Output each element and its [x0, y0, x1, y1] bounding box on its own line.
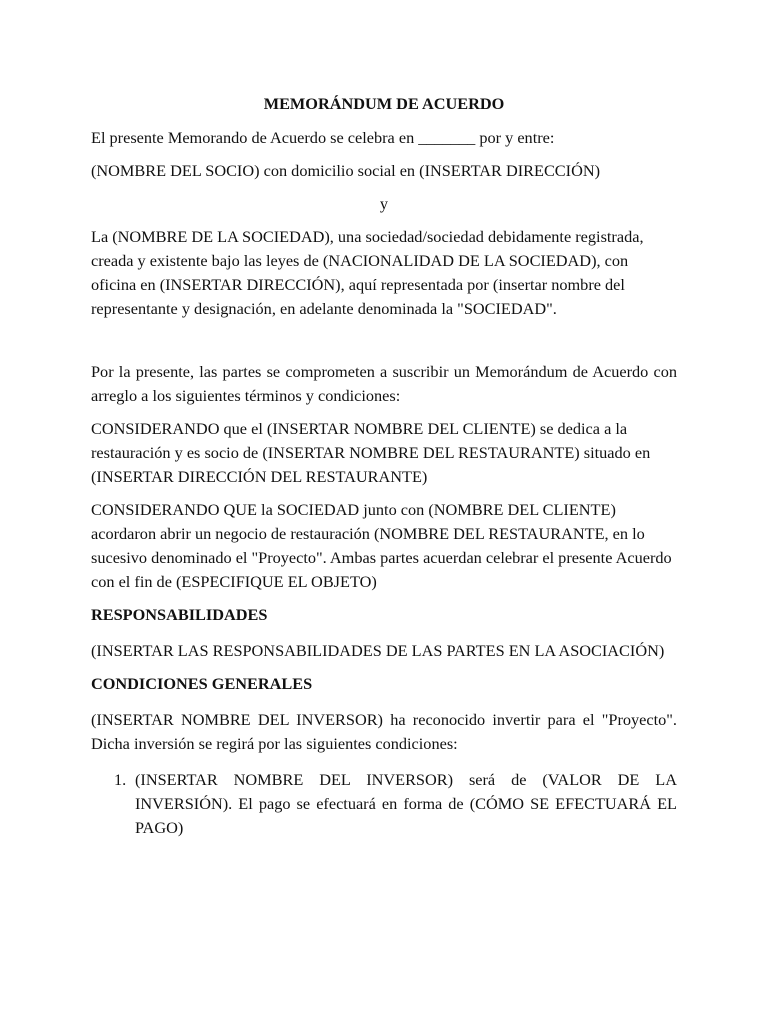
- list-item-number: 1.: [114, 770, 127, 789]
- party-one-paragraph: (NOMBRE DEL SOCIO) con domicilio social en (INSERTAR DIRECCIÓN): [91, 161, 601, 180]
- list-item: [91, 768, 677, 840]
- paragraph-spacer: [91, 330, 677, 360]
- conjunction-text: y: [379, 194, 389, 213]
- commitment-paragraph: Por la presente, las partes se comprometen a suscribir un Memorándum de Acuerdo con arreglo a los siguientes términos y condiciones:: [91, 362, 677, 405]
- intro-paragraph: El presente Memorando de Acuerdo se celebra en _______ por y entre:: [91, 128, 555, 147]
- party-two-paragraph: La (NOMBRE DE LA SOCIEDAD), una sociedad/sociedad debidamente registrada, creada y existente bajo las leyes de (NACIONALIDAD DE LA SOCIEDAD), con oficina en (INSERTAR DIRECCIÓN), aquí representada por (insertar nombre del representante y designación, en adelante denominada la "SOCIEDAD".: [91, 227, 644, 318]
- document-page: [91, 92, 677, 840]
- list-item-text: (INSERTAR NOMBRE DEL INVERSOR) será de (VALOR DE LA INVERSIÓN). El pago se efectuará en forma de (CÓMO SE EFECTUARÁ EL PAGO): [135, 770, 677, 837]
- whereas-paragraph-2: CONSIDERANDO QUE la SOCIEDAD junto con (NOMBRE DEL CLIENTE) acordaron abrir un negocio de restauración (NOMBRE DEL RESTAURANTE, en lo sucesivo denominado el "Proyecto". Ambas partes acuerdan celebrar el presente Acuerdo con el fin de (ESPECIFIQUE EL OBJETO): [91, 500, 672, 591]
- general-conditions-paragraph: (INSERTAR NOMBRE DEL INVERSOR) ha reconocido invertir para el "Proyecto". Dicha inversión se regirá por las siguientes condiciones:: [91, 710, 677, 753]
- conditions-list: [91, 768, 677, 840]
- responsibilities-paragraph: (INSERTAR LAS RESPONSABILIDADES DE LAS PARTES EN LA ASOCIACIÓN): [91, 641, 665, 660]
- document-title: MEMORÁNDUM DE ACUERDO: [263, 94, 505, 113]
- general-conditions-heading: CONDICIONES GENERALES: [91, 674, 313, 693]
- responsibilities-heading: RESPONSABILIDADES: [91, 605, 268, 624]
- whereas-paragraph-1: CONSIDERANDO que el (INSERTAR NOMBRE DEL CLIENTE) se dedica a la restauración y es socio de (INSERTAR NOMBRE DEL RESTAURANTE) situado en (INSERTAR DIRECCIÓN DEL RESTAURANTE): [91, 419, 651, 486]
